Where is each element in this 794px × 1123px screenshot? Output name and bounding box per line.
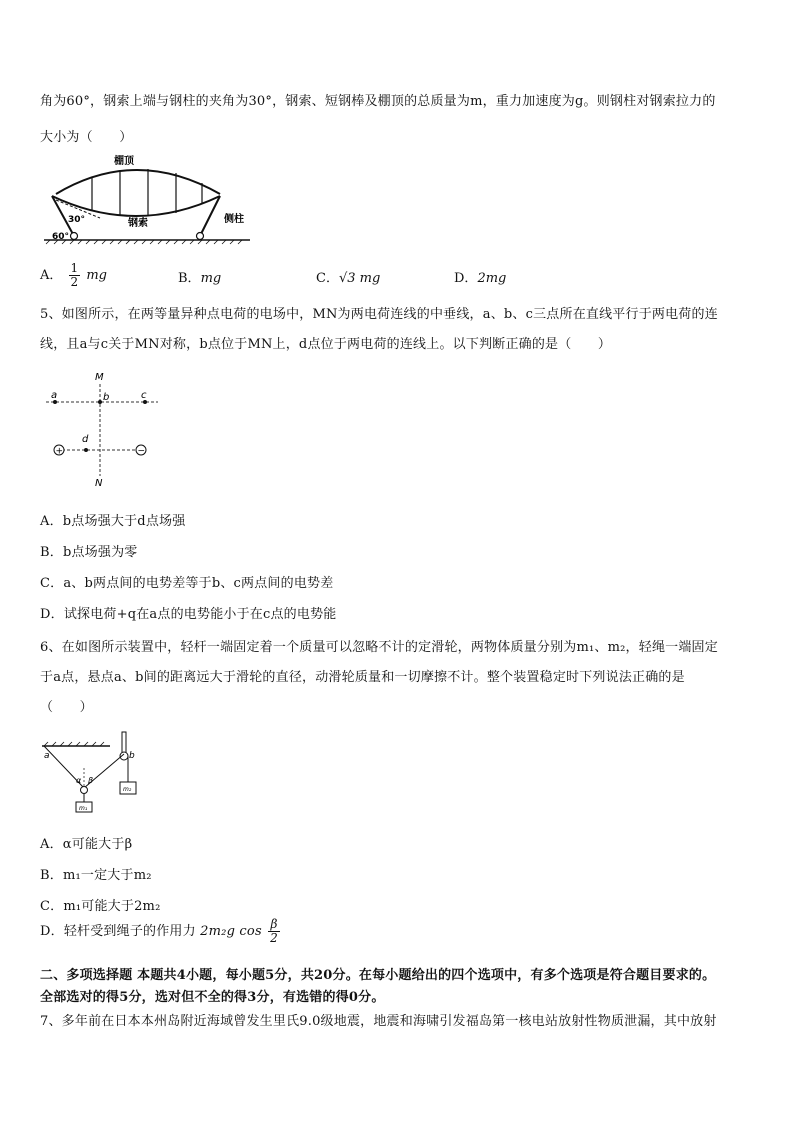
label-m1: m₁ xyxy=(79,805,88,812)
column-label: 侧柱 xyxy=(224,214,244,225)
cable-arc xyxy=(52,196,220,216)
q5-option-b: B．b点场强为零 xyxy=(40,545,138,560)
moving-pulley xyxy=(81,787,88,794)
q5-charge-figure xyxy=(40,368,170,490)
q4-text-line2: 大小为（ ） xyxy=(40,130,133,145)
q5-option-a: A．b点场强大于d点场强 xyxy=(40,514,186,529)
angle30-label: 30° xyxy=(68,215,86,225)
label-a: a xyxy=(44,751,50,761)
q5-option-d: D．试探电荷+q在a点的电势能小于在c点的电势能 xyxy=(40,607,337,622)
label-c: c xyxy=(141,390,147,401)
label-b: b xyxy=(103,392,110,403)
plus-sign: + xyxy=(55,446,64,457)
q4-option-b: B．mg xyxy=(178,271,222,286)
right-column xyxy=(200,196,220,236)
label-N: N xyxy=(95,478,103,489)
label-a: a xyxy=(51,390,58,401)
q4-text-line1: 角为60°，钢索上端与钢柱的夹角为30°，钢索、短钢棒及棚顶的总质量为m，重力加速度为g。则钢柱对钢索拉力的 xyxy=(40,94,716,109)
angle60-label: 60° xyxy=(52,232,70,242)
section2-header-line2: 全部选对的得5分，选对但不全的得3分，有选错的得0分。 xyxy=(40,990,385,1005)
section2-header-line1: 二、多项选择题 本题共4小题，每小题5分，共20分。在每小题给出的四个选项中，有多个选项是符合题目要求的。 xyxy=(40,968,716,983)
q5-text-line1: 5、如图所示，在两等量异种点电荷的电场中，MN为两电荷连线的中垂线，a、b、c三点所在直线平行于两电荷的连 xyxy=(40,307,718,322)
q4-option-d: D．2mg xyxy=(454,271,507,286)
q4-option-a: A． $\frac{1}{2}$ mg xyxy=(40,261,107,289)
q6-pulley-figure xyxy=(40,728,150,816)
q6-text-line1: 6、在如图所示装置中，轻杆一端固定着一个质量可以忽略不计的定滑轮，两物体质量分别为m₁、m₂，轻绳一端固定 xyxy=(40,640,718,655)
q6-text-line2: 于a点，悬点a、b间的距离远大于滑轮的直径，动滑轮质量和一切摩擦不计。整个装置稳定时下列说法正确的是 xyxy=(40,670,685,685)
q6-text-line3: （ ） xyxy=(40,700,93,715)
q6-option-d: D．轻杆受到绳子的作用力 2m₂g cos $\frac{\beta}{2}$ xyxy=(40,917,279,945)
roof-label: 棚顶 xyxy=(114,156,134,167)
q6-option-a: A．α可能大于β xyxy=(40,837,133,852)
label-beta: β xyxy=(88,776,94,785)
q7-text-line1: 7、多年前在日本本州岛附近海域曾发生里氏9.0级地震，地震和海啸引发福岛第一核电站放射性物质泄漏，其中放射 xyxy=(40,1014,717,1029)
q6-option-c: C．m₁可能大于2m₂ xyxy=(40,899,161,914)
q4-canopy-figure xyxy=(40,150,255,246)
cable-label: 钢索 xyxy=(128,218,148,229)
roof-arc xyxy=(56,170,220,194)
label-alpha: α xyxy=(76,776,82,785)
q5-text-line2: 线，且a与c关于MN对称，b点位于MN上，d点位于两电荷的连线上。以下判断正确的是（ ） xyxy=(40,337,612,352)
q5-option-c: C．a、b两点间的电势差等于b、c两点间的电势差 xyxy=(40,576,334,591)
label-M: M xyxy=(95,372,104,383)
label-b: b xyxy=(129,751,135,761)
q6-option-b: B．m₁一定大于m₂ xyxy=(40,868,152,883)
minus-sign: − xyxy=(137,446,146,457)
q4-option-c: C．√3 mg xyxy=(316,271,381,286)
label-m2: m₂ xyxy=(123,786,132,793)
label-d: d xyxy=(82,434,89,445)
